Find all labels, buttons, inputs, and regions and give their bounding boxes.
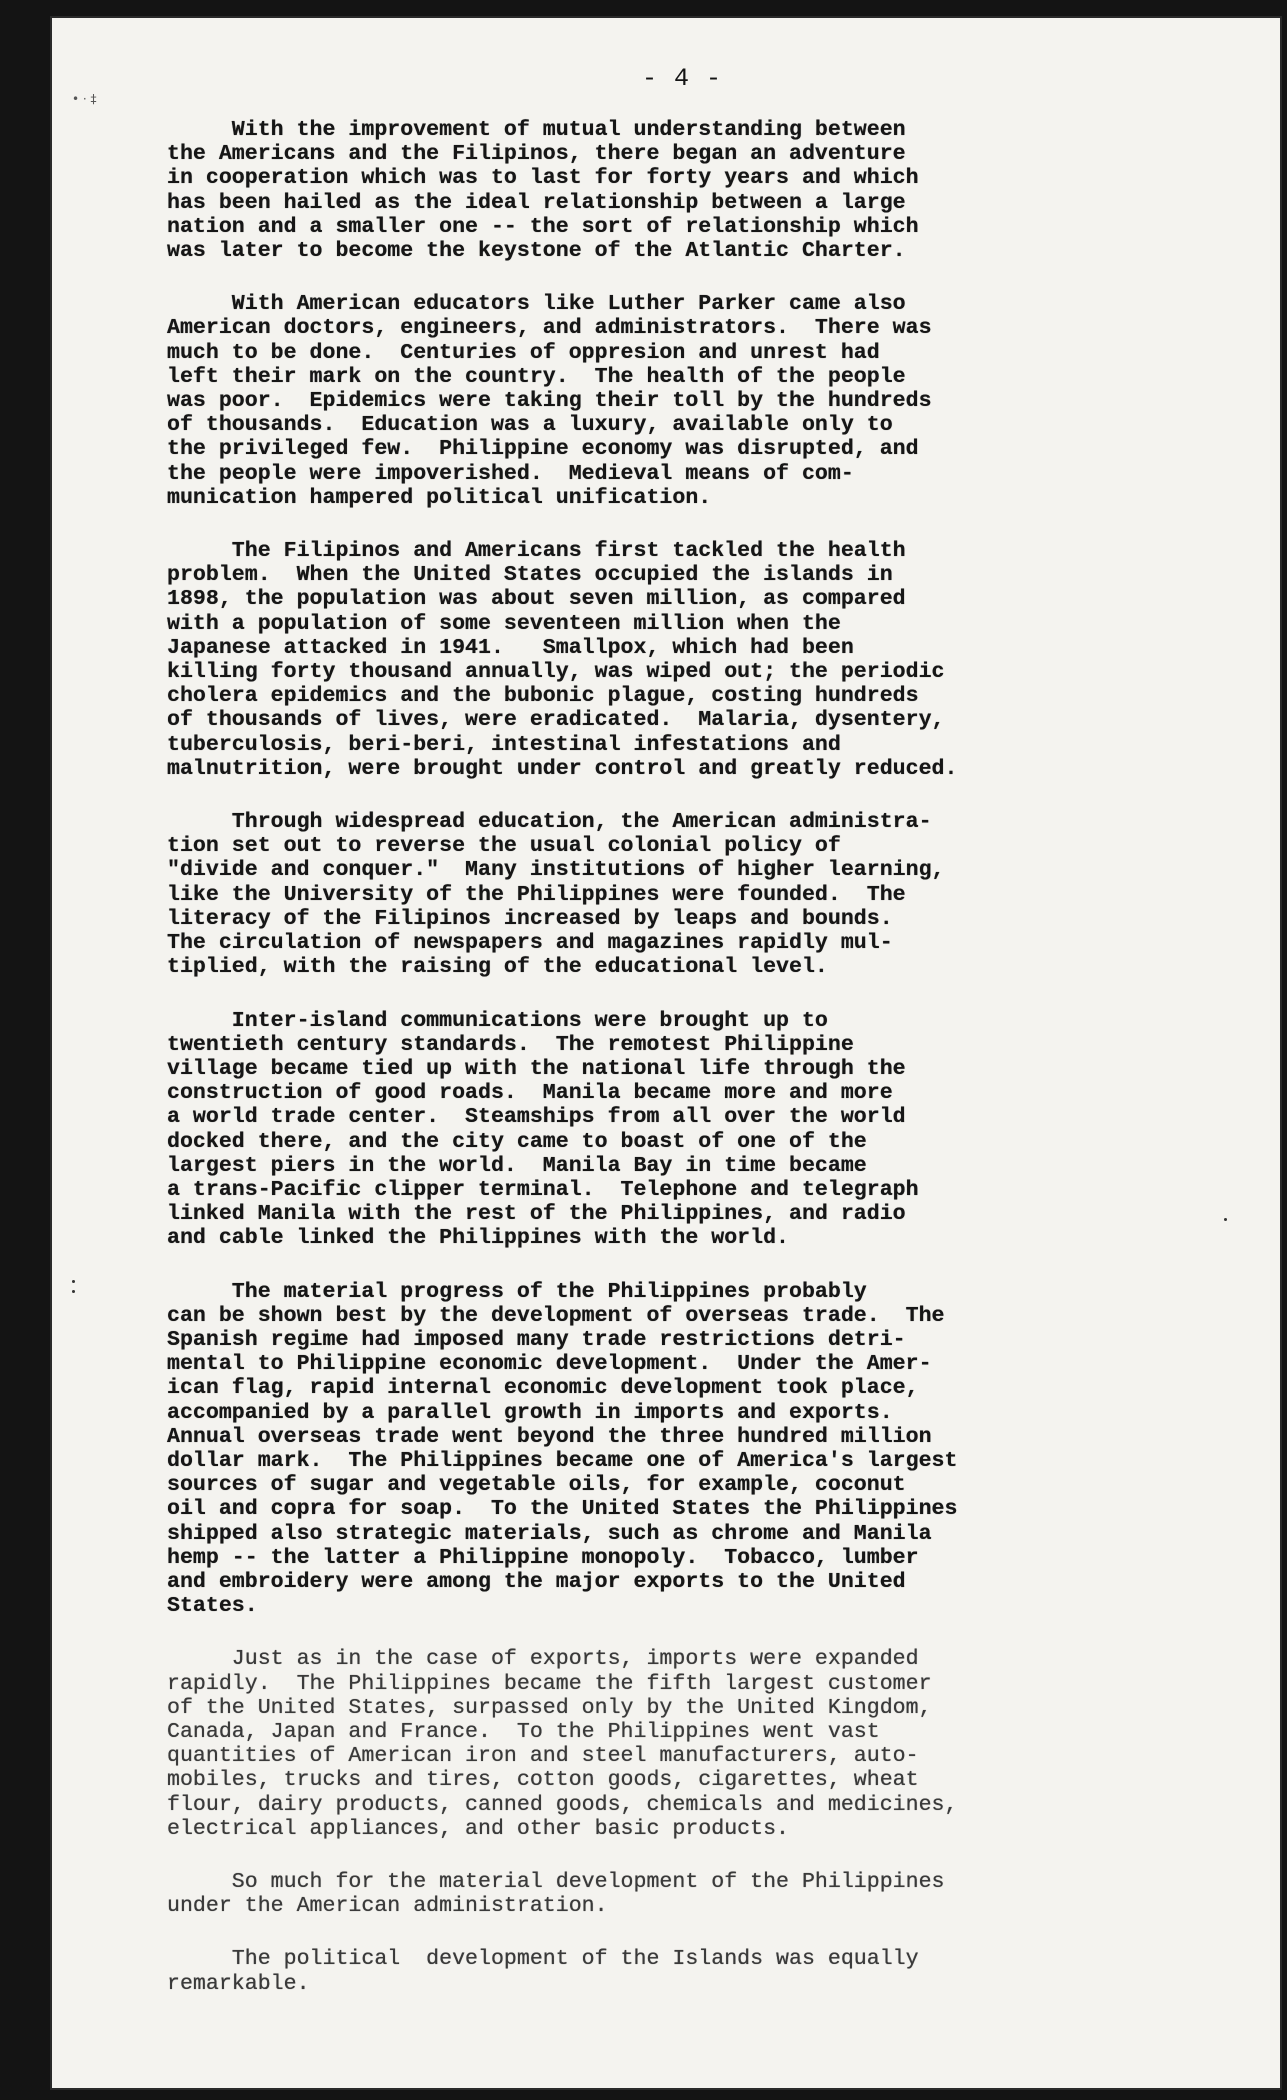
text-line: tuberculosis, beri-beri, intestinal infestations and <box>167 732 841 757</box>
text-line: With American educators like Luther Parker came also <box>167 292 906 317</box>
corner-specks: • · ‡ <box>72 92 97 106</box>
paragraph <box>167 1009 1177 1251</box>
text-line: The Filipinos and Americans first tackled the health <box>167 539 906 564</box>
text-line: remarkable. <box>167 1971 310 1996</box>
text-line: and embroidery were among the major exports to the United <box>167 1569 906 1594</box>
text-line: has been hailed as the ideal relationship between a large <box>167 190 906 215</box>
text-line: shipped also strategic materials, such as chrome and Manila <box>167 1521 932 1546</box>
text-line: accompanied by a parallel growth in imports and exports. <box>167 1400 893 1425</box>
text-line: quantities of American iron and steel manufacturers, auto- <box>167 1744 919 1769</box>
text-line: can be shown best by the development of overseas trade. The <box>167 1303 945 1328</box>
text-line: docked there, and the city came to boast of one of the <box>167 1129 867 1154</box>
text-line: killing forty thousand annually, was wiped out; the periodic <box>167 660 945 685</box>
text-line: in cooperation which was to last for forty years and which <box>167 166 919 191</box>
page-number: - 4 - <box>642 64 723 93</box>
text-line: oil and copra for soap. To the United States the Philippines <box>167 1497 958 1522</box>
text-line: 1898, the population was about seven million, as compared <box>167 587 906 612</box>
text-line: mobiles, trucks and tires, cotton goods, cigarettes, wheat <box>167 1768 919 1793</box>
text-line: ican flag, rapid internal economic development took place, <box>167 1376 919 1401</box>
text-line: American doctors, engineers, and administrators. There was <box>167 316 932 341</box>
text-line: was poor. Epidemics were taking their toll by the hundreds <box>167 389 932 414</box>
text-line: literacy of the Filipinos increased by leaps and bounds. <box>167 906 893 931</box>
margin-dot <box>72 1290 75 1293</box>
text-line: cholera epidemics and the bubonic plague, costing hundreds <box>167 684 919 709</box>
text-line: Canada, Japan and France. To the Philippines went vast <box>167 1719 880 1744</box>
text-line: of thousands. Education was a luxury, available only to <box>167 413 893 438</box>
paragraph <box>167 1870 1177 1918</box>
text-line: of thousands of lives, were eradicated. Malaria, dysentery, <box>167 708 945 733</box>
text-line: a trans-Pacific clipper terminal. Telephone and telegraph <box>167 1177 919 1202</box>
text-line: under the American administration. <box>167 1894 608 1919</box>
paragraph <box>167 292 1177 510</box>
text-line: munication hampered political unification. <box>167 485 712 510</box>
text-line: and cable linked the Philippines with the world. <box>167 1226 790 1251</box>
text-line: "divide and conquer." Many institutions of higher learning, <box>167 858 945 883</box>
text-line: was later to become the keystone of the Atlantic Charter. <box>167 239 906 264</box>
text-line: sources of sugar and vegetable oils, for example, coconut <box>167 1473 906 1498</box>
text-line: Just as in the case of exports, imports were expanded <box>167 1647 919 1672</box>
text-line: linked Manila with the rest of the Philippines, and radio <box>167 1202 906 1227</box>
text-line: like the University of the Philippines were founded. The <box>167 882 906 907</box>
text-line: The political development of the Islands was equally <box>167 1947 919 1972</box>
margin-dot <box>1224 1218 1227 1221</box>
text-line: with a population of some seventeen million when the <box>167 611 841 636</box>
document-page <box>52 18 1280 2088</box>
text-line: States. <box>167 1594 258 1619</box>
paragraph <box>167 1280 1177 1619</box>
text-line: of the United States, surpassed only by the United Kingdom, <box>167 1695 932 1720</box>
paragraph <box>167 1647 1177 1841</box>
text-line: nation and a smaller one -- the sort of relationship which <box>167 214 919 239</box>
text-line: Annual overseas trade went beyond the three hundred million <box>167 1424 932 1449</box>
text-line: the Americans and the Filipinos, there began an adventure <box>167 142 906 167</box>
text-line: dollar mark. The Philippines became one of America's largest <box>167 1448 958 1473</box>
text-line: tion set out to reverse the usual colonial policy of <box>167 834 841 859</box>
text-line: the privileged few. Philippine economy was disrupted, and <box>167 437 919 462</box>
text-line: Spanish regime had imposed many trade restrictions detri- <box>167 1327 906 1352</box>
document-body <box>167 118 1177 2025</box>
text-line: twentieth century standards. The remotest Philippine <box>167 1032 854 1057</box>
text-line: the people were impoverished. Medieval means of com- <box>167 461 854 486</box>
text-line: Inter-island communications were brought up to <box>167 1008 828 1033</box>
text-line: tiplied, with the raising of the educational level. <box>167 955 828 980</box>
text-line: construction of good roads. Manila became more and more <box>167 1081 893 1106</box>
text-line: malnutrition, were brought under control and greatly reduced. <box>167 756 958 781</box>
text-line: rapidly. The Philippines became the fifth largest customer <box>167 1671 932 1696</box>
margin-dot <box>72 1280 75 1283</box>
paragraph <box>167 1947 1177 1995</box>
text-line: mental to Philippine economic development. Under the Amer- <box>167 1352 932 1377</box>
text-line: much to be done. Centuries of oppresion and unrest had <box>167 340 880 365</box>
text-line: hemp -- the latter a Philippine monopoly. Tobacco, lumber <box>167 1545 919 1570</box>
paragraph <box>167 539 1177 781</box>
text-line: With the improvement of mutual understanding between <box>167 118 906 142</box>
text-line: The circulation of newspapers and magazines rapidly mul- <box>167 931 893 956</box>
text-line: So much for the material development of the Philippines <box>167 1870 945 1894</box>
text-line: a world trade center. Steamships from all over the world <box>167 1105 906 1130</box>
text-line: The material progress of the Philippines probably <box>167 1279 867 1304</box>
text-line: Japanese attacked in 1941. Smallpox, which had been <box>167 635 854 660</box>
text-line: village became tied up with the national life through the <box>167 1056 906 1081</box>
text-line: flour, dairy products, canned goods, chemicals and medicines, <box>167 1792 958 1817</box>
text-line: electrical appliances, and other basic products. <box>167 1816 790 1841</box>
text-line: Through widespread education, the American administra- <box>167 810 932 835</box>
paragraph <box>167 118 1177 263</box>
paragraph <box>167 810 1177 979</box>
text-line: problem. When the United States occupied the islands in <box>167 563 893 588</box>
text-line: left their mark on the country. The health of the people <box>167 364 906 389</box>
text-line: largest piers in the world. Manila Bay in time became <box>167 1153 867 1178</box>
